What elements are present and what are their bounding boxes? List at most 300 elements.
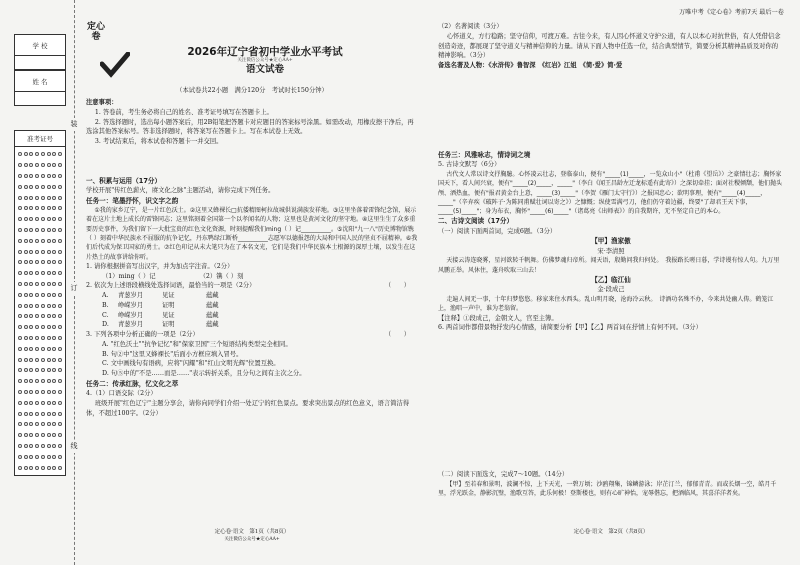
poem2-author: 金·段成己	[597, 286, 625, 294]
exam-number-bubble[interactable]	[58, 304, 62, 308]
exam-number-bubble[interactable]	[18, 314, 22, 318]
exam-number-bubble[interactable]	[41, 282, 45, 286]
exam-number-bubble[interactable]	[47, 206, 51, 210]
note-item: 2. 答选择题时，选出每小题答案后，用2B铅笔把答题卡对应题目的答案标号涂黑。如需改动，用橡皮擦干净后，再选涂其他答案标号。答非选择题时，将答案写在答题卡上。写在本试卷上无效。	[86, 118, 414, 136]
exam-number-bubble[interactable]	[47, 347, 51, 351]
exam-number-bubble[interactable]	[18, 390, 22, 394]
exam-number-bubble[interactable]	[18, 412, 22, 416]
exam-number-bubble[interactable]	[58, 390, 62, 394]
exam-number-bubble[interactable]	[52, 282, 56, 286]
exam-number-bubble[interactable]	[35, 152, 39, 156]
exam-number-bubble[interactable]	[35, 174, 39, 178]
exam-number-bubble[interactable]	[18, 422, 22, 426]
q3-option-d[interactable]: D. 句⑤中的"不是……而是……"表示转折关系，且分句之间有主次之分。	[102, 370, 306, 378]
exam-number-bubble[interactable]	[35, 217, 39, 221]
exam-number-bubble[interactable]	[24, 217, 28, 221]
exam-number-bubble[interactable]	[29, 304, 33, 308]
exam-number-bubble[interactable]	[47, 217, 51, 221]
footer-left-text: 定心卷·语文 第1页（共8页）	[214, 529, 290, 535]
exam-number-bubble[interactable]	[24, 325, 28, 329]
exam-number-bubble[interactable]	[35, 260, 39, 264]
part2-heading: 二、古诗文阅读（17分）	[438, 217, 514, 226]
exam-number-bubble[interactable]	[52, 206, 56, 210]
exam-number-bubble[interactable]	[52, 325, 56, 329]
exam-number-bubble[interactable]	[58, 206, 62, 210]
q4-text: 班级开展"红色辽宁"主题分享会，请你向同学们介绍一处辽宁的红色景点。要求突出景点的红色意义，语言简洁得体，不超过100字。（2分）	[86, 399, 410, 417]
exam-number-bubble[interactable]	[29, 401, 33, 405]
exam-number-bubble[interactable]	[52, 358, 56, 362]
exam-number-bubble[interactable]	[29, 433, 33, 437]
exam-number-bubble[interactable]	[24, 260, 28, 264]
exam-number-bubble[interactable]	[47, 379, 51, 383]
exam-number-bubble[interactable]	[29, 152, 33, 156]
exam-number-bubble[interactable]	[24, 271, 28, 275]
exam-number-bubble[interactable]	[41, 455, 45, 459]
exam-number-bubble[interactable]	[41, 239, 45, 243]
exam-number-bubble[interactable]	[47, 422, 51, 426]
exam-number-bubble[interactable]	[41, 152, 45, 156]
exam-number-bubble[interactable]	[18, 196, 22, 200]
exam-number-bubble[interactable]	[47, 185, 51, 189]
exam-number-bubble[interactable]	[18, 304, 22, 308]
exam-number-bubble[interactable]	[47, 304, 51, 308]
exam-number-bubble[interactable]	[58, 412, 62, 416]
exam-number-bubble[interactable]	[52, 304, 56, 308]
exam-number-bubble[interactable]	[58, 282, 62, 286]
exam-number-bubble[interactable]	[29, 390, 33, 394]
exam-number-bubble[interactable]	[29, 444, 33, 448]
exam-number-bubble[interactable]	[18, 260, 22, 264]
note-item: 3. 考试结束后，将本试卷和答题卡一并交回。	[94, 138, 223, 145]
exam-number-bubble[interactable]	[52, 379, 56, 383]
exam-number-bubble[interactable]	[41, 293, 45, 297]
exam-number-bubble[interactable]	[41, 217, 45, 221]
exam-number-bubble[interactable]	[24, 401, 28, 405]
exam-number-bubble[interactable]	[35, 433, 39, 437]
exam-number-bubble[interactable]	[18, 163, 22, 167]
exam-number-bubble[interactable]	[52, 336, 56, 340]
poem1-author: 宋·李清照	[597, 247, 625, 255]
exam-number-bubble[interactable]	[41, 401, 45, 405]
exam-number-bubble[interactable]	[29, 250, 33, 254]
exam-number-bubble[interactable]	[52, 390, 56, 394]
exam-number-bubble[interactable]	[29, 217, 33, 221]
exam-number-bubble[interactable]	[41, 466, 45, 470]
exam-number-bubble[interactable]	[41, 250, 45, 254]
exam-number-bubble[interactable]	[18, 325, 22, 329]
exam-number-bubble[interactable]	[35, 271, 39, 275]
q4-2-people: 备选名著及人物：《水浒传》鲁智深 《红岩》江姐 《简·爱》简·爱	[438, 62, 623, 69]
exam-number-bubble[interactable]	[47, 228, 51, 232]
exam-number-bubble[interactable]	[58, 336, 62, 340]
exam-number-bubble[interactable]	[47, 401, 51, 405]
exam-number-bubble[interactable]	[29, 379, 33, 383]
exam-number-bubble[interactable]	[35, 455, 39, 459]
exam-number-bubble[interactable]	[41, 271, 45, 275]
school-field[interactable]	[15, 55, 65, 69]
exam-number-bubble[interactable]	[41, 390, 45, 394]
exam-number-bubble[interactable]	[35, 336, 39, 340]
exam-number-bubble[interactable]	[18, 293, 22, 297]
exam-number-bubble[interactable]	[47, 174, 51, 178]
notes-heading: 注意事项：	[86, 99, 118, 106]
exam-number-bubble[interactable]	[52, 412, 56, 416]
exam-number-bubble[interactable]	[24, 444, 28, 448]
exam-number-bubble[interactable]	[29, 325, 33, 329]
exam-number-bubble[interactable]	[35, 444, 39, 448]
exam-number-bubble[interactable]	[41, 433, 45, 437]
exam-number-bubble[interactable]	[58, 358, 62, 362]
exam-number-bubble[interactable]	[18, 401, 22, 405]
exam-number-bubble[interactable]	[52, 152, 56, 156]
footer-left	[86, 528, 418, 543]
exam-number-bubbles[interactable]	[14, 146, 66, 476]
exam-number-bubble[interactable]	[41, 347, 45, 351]
part2-a-heading: （一）阅读下面两首词，完成6题。（3分）	[438, 227, 557, 235]
q1-option[interactable]: （2）镌（ ）刻	[199, 272, 244, 280]
exam-number-bubble[interactable]	[35, 412, 39, 416]
exam-number-bubble[interactable]	[47, 390, 51, 394]
q4-2-text: 心怀道义，方行稳路；坚守信仰，可渡万难。古往今来，有人因心怀道义守护公道，有人以本心对抗世俗，有人凭借信念创造奇迹，都展现了坚守道义与精神信仰的力量。请从下面人物中任选一位，结合典型情节，简要分析其精神品质及对你的精神影响。（3分）	[438, 32, 781, 60]
exam-number-bubble[interactable]	[58, 239, 62, 243]
exam-number-bubble[interactable]	[35, 250, 39, 254]
exam-number-bubble[interactable]	[29, 293, 33, 297]
exam-number-bubble[interactable]	[58, 444, 62, 448]
q2-option-b[interactable]: B. 峥嵘岁月 证明 蕴藏	[102, 301, 219, 309]
exam-number-bubble[interactable]	[47, 325, 51, 329]
exam-number-bubble[interactable]	[35, 206, 39, 210]
exam-number-bubble[interactable]	[47, 293, 51, 297]
exam-number-bubble[interactable]	[18, 228, 22, 232]
q4-2-heading: （2）名著阅读（3分）	[438, 23, 503, 30]
exam-number-bubble[interactable]	[47, 196, 51, 200]
exam-number-bubble[interactable]	[24, 433, 28, 437]
exam-number-bubble[interactable]	[29, 347, 33, 351]
footer-left-small: 关注微信公众号★定心AA+	[224, 536, 280, 542]
exam-number-bubble[interactable]	[52, 455, 56, 459]
exam-number-bubble[interactable]	[35, 314, 39, 318]
exam-number-bubble[interactable]	[35, 390, 39, 394]
exam-number-bubble[interactable]	[24, 358, 28, 362]
exam-info: （本试卷共22小题 满分120分 考试时长150分钟）	[176, 87, 328, 94]
exam-number-bubble[interactable]	[52, 185, 56, 189]
exam-number-bubble[interactable]	[24, 239, 28, 243]
exam-number-bubble[interactable]	[29, 206, 33, 210]
exam-number-bubble[interactable]	[24, 390, 28, 394]
exam-number-bubble[interactable]	[47, 163, 51, 167]
exam-number-bubble[interactable]	[35, 401, 39, 405]
exam-number-bubble[interactable]	[47, 271, 51, 275]
exam-number-bubble[interactable]	[58, 260, 62, 264]
exam-number-bubble[interactable]	[18, 217, 22, 221]
exam-number-bubble[interactable]	[35, 239, 39, 243]
exam-number-bubble[interactable]	[41, 260, 45, 264]
exam-number-bubble[interactable]	[24, 163, 28, 167]
exam-number-bubble[interactable]	[29, 282, 33, 286]
exam-number-bubble[interactable]	[35, 196, 39, 200]
exam-number-bubble[interactable]	[18, 358, 22, 362]
exam-number-bubble[interactable]	[18, 379, 22, 383]
exam-number-bubble[interactable]	[35, 185, 39, 189]
binding-mark-ding: 订	[68, 282, 80, 295]
part2-b-section	[438, 470, 784, 498]
exam-number-bubble[interactable]	[41, 206, 45, 210]
exam-number-bubble[interactable]	[47, 314, 51, 318]
exam-number-bubble[interactable]	[29, 239, 33, 243]
exam-number-bubble[interactable]	[24, 304, 28, 308]
exam-number-bubble[interactable]	[29, 336, 33, 340]
q2-option-c[interactable]: C. 峥嵘岁月 见证 蕴藏	[102, 311, 219, 319]
task2-heading: 任务二：传承红脉，忆文化之萃	[86, 379, 179, 388]
exam-number-bubble[interactable]	[47, 336, 51, 340]
exam-number-bubble[interactable]	[18, 174, 22, 178]
exam-number-bubble[interactable]	[18, 271, 22, 275]
exam-number-bubble[interactable]	[58, 163, 62, 167]
exam-number-bubble[interactable]	[58, 433, 62, 437]
exam-number-bubble[interactable]	[24, 455, 28, 459]
exam-number-bubble[interactable]	[24, 379, 28, 383]
exam-number-bubble[interactable]	[41, 336, 45, 340]
task3-section	[438, 150, 784, 333]
exam-number-bubble[interactable]	[58, 293, 62, 297]
exam-number-bubble[interactable]	[58, 325, 62, 329]
exam-number-bubble[interactable]	[52, 163, 56, 167]
q2-option-a[interactable]: A. 青葱岁月 见证 蕴藏	[102, 292, 219, 300]
exam-number-bubble[interactable]	[18, 368, 22, 372]
exam-number-bubble[interactable]	[58, 174, 62, 178]
exam-number-bubble[interactable]	[41, 325, 45, 329]
name-field[interactable]	[15, 91, 65, 105]
exam-number-bubble[interactable]	[41, 163, 45, 167]
exam-number-bubble[interactable]	[52, 239, 56, 243]
exam-number-label: 准考证号	[14, 130, 66, 146]
exam-number-bubble[interactable]	[35, 304, 39, 308]
school-label: 学 校	[32, 42, 48, 50]
exam-number-bubble[interactable]	[24, 152, 28, 156]
exam-number-bubble[interactable]	[35, 228, 39, 232]
exam-number-bubble[interactable]	[41, 228, 45, 232]
exam-number-bubble[interactable]	[58, 379, 62, 383]
exam-number-bubble[interactable]	[52, 422, 56, 426]
exam-number-bubble[interactable]	[18, 152, 22, 156]
part1-intro: 学校开展"传红色薪火，赓文化之脉"主题活动，请你完成下列任务。	[86, 187, 275, 195]
exam-number-bubble[interactable]	[47, 368, 51, 372]
exam-number-bubble[interactable]	[18, 466, 22, 470]
exam-number-bubble[interactable]	[18, 336, 22, 340]
exam-number-bubble[interactable]	[58, 152, 62, 156]
exam-number-bubble[interactable]	[35, 293, 39, 297]
name-label: 姓 名	[32, 78, 48, 86]
exam-number-bubble[interactable]	[52, 250, 56, 254]
binding-mark-zhuang: 装	[68, 118, 80, 131]
exam-number-bubble[interactable]	[24, 196, 28, 200]
task1-heading: 任务一：笔墨抒怀，识文字之韵	[86, 196, 179, 205]
exam-title: 2026年辽宁省初中学业水平考试	[187, 46, 343, 58]
exam-number-bubble[interactable]	[58, 217, 62, 221]
binding-mark-xian: 线	[68, 440, 80, 453]
exam-number-bubble[interactable]	[52, 401, 56, 405]
poem2-text: 走遍人间无一事，十年归梦悠悠。移家来住水西头。乱山明月晓，沧海冷云秋。 诗酒功名殊不办，今来共处幽人俦。鹤笼江上，渔唱一声中，谁为老翁留。	[438, 295, 774, 313]
exam-number-bubble[interactable]	[18, 444, 22, 448]
exam-number-bubble[interactable]	[24, 336, 28, 340]
school-box	[14, 34, 66, 70]
exam-number-bubble[interactable]	[35, 422, 39, 426]
exam-number-bubble[interactable]	[58, 228, 62, 232]
exam-number-bubble[interactable]	[47, 239, 51, 243]
exam-number-bubble[interactable]	[24, 206, 28, 210]
exam-number-bubble[interactable]	[29, 185, 33, 189]
passage3-text: 【甲】至若春和景明，波澜不惊，上下天光，一碧万顷；沙鸥翔集，锦鳞游泳；岸芷汀兰，郁郁青青。而或长烟一空，皓月千里，浮光跃金，静影沉璧，渔歌互答，此乐何极！登斯楼也，则有心旷神怡，宠辱偕忘，把酒临风，其喜洋洋者矣。	[438, 480, 777, 498]
exam-number-bubble[interactable]	[24, 174, 28, 178]
exam-number-bubble[interactable]	[58, 185, 62, 189]
exam-number-bubble[interactable]	[47, 433, 51, 437]
exam-number-bubble[interactable]	[41, 368, 45, 372]
q2-option-d[interactable]: D. 青葱岁月 证明 蕴藏	[102, 321, 219, 329]
exam-number-bubble[interactable]	[47, 358, 51, 362]
exam-number-bubble[interactable]	[18, 239, 22, 243]
exam-number-bubble[interactable]	[35, 347, 39, 351]
exam-number-bubble[interactable]	[52, 228, 56, 232]
exam-number-bubble[interactable]	[35, 368, 39, 372]
exam-number-bubble[interactable]	[52, 368, 56, 372]
exam-number-bubble[interactable]	[52, 271, 56, 275]
exam-number-bubble[interactable]	[35, 379, 39, 383]
exam-number-bubble[interactable]	[41, 174, 45, 178]
exam-number-bubble[interactable]	[24, 368, 28, 372]
exam-number-bubble[interactable]	[24, 250, 28, 254]
exam-number-bubble[interactable]	[24, 314, 28, 318]
exam-number-bubble[interactable]	[58, 422, 62, 426]
exam-number-bubble[interactable]	[18, 433, 22, 437]
exam-number-bubble[interactable]	[29, 196, 33, 200]
exam-number-bubble[interactable]	[52, 260, 56, 264]
exam-number-bubble[interactable]	[29, 368, 33, 372]
exam-number-bubble[interactable]	[47, 412, 51, 416]
exam-number-bubble[interactable]	[29, 455, 33, 459]
exam-number-bubble[interactable]	[29, 358, 33, 362]
q3-option-a[interactable]: A. "红色沃土""抗争记忆"和"保家卫国"三个短语结构类型完全相同。	[102, 340, 292, 348]
exam-number-bubble[interactable]	[41, 185, 45, 189]
exam-number-bubble[interactable]	[24, 422, 28, 426]
exam-subject: 语文试卷	[245, 64, 284, 75]
exam-number-bubble[interactable]	[47, 466, 51, 470]
exam-number-bubble[interactable]	[52, 466, 56, 470]
exam-number-bubble[interactable]	[41, 422, 45, 426]
exam-number-bubble[interactable]	[52, 174, 56, 178]
exam-number-bubble[interactable]	[24, 228, 28, 232]
exam-number-bubble[interactable]	[29, 412, 33, 416]
exam-number-bubble[interactable]	[35, 163, 39, 167]
exam-number-bubble[interactable]	[29, 466, 33, 470]
exam-number-bubble[interactable]	[24, 185, 28, 189]
footer-right	[438, 528, 784, 537]
exam-number-bubble[interactable]	[58, 196, 62, 200]
part1-section	[86, 176, 418, 418]
exam-number-bubble[interactable]	[47, 152, 51, 156]
exam-number-bubble[interactable]	[41, 412, 45, 416]
exam-number-bubble[interactable]	[58, 347, 62, 351]
exam-number-bubble[interactable]	[41, 379, 45, 383]
exam-number-bubble[interactable]	[41, 358, 45, 362]
exam-number-bubble[interactable]	[41, 314, 45, 318]
exam-number-bubble[interactable]	[18, 206, 22, 210]
exam-number-bubble[interactable]	[58, 466, 62, 470]
question-6: 6. 两首词作都借景物抒发内心情感，请简要分析【甲】【乙】两首词在抒情上有何不同。（3分）	[438, 324, 702, 332]
exam-number-bubble[interactable]	[47, 444, 51, 448]
exam-number-bubble[interactable]	[35, 282, 39, 286]
notes-section	[86, 98, 418, 147]
exam-number-bubble[interactable]	[47, 250, 51, 254]
exam-number-bubble[interactable]	[18, 455, 22, 459]
exam-number-bubble[interactable]	[29, 260, 33, 264]
exam-number-bubble[interactable]	[52, 347, 56, 351]
q1-option[interactable]: （1）ming（ ）记	[102, 272, 156, 280]
exam-number-bubble[interactable]	[35, 466, 39, 470]
exam-number-bubble[interactable]	[41, 304, 45, 308]
exam-number-bubble[interactable]	[29, 228, 33, 232]
exam-number-bubble[interactable]	[52, 433, 56, 437]
exam-number-bubble[interactable]	[58, 314, 62, 318]
exam-number-bubble[interactable]	[29, 314, 33, 318]
exam-number-bubble[interactable]	[18, 282, 22, 286]
q5-text: 古代文人常以诗文抒胸臆。心怀凌云壮志，登临泰山，便有"_____(1)_____，一览众山小"（杜甫《望岳》）之豪情壮志；胸怀家国天下，看人间兴衰，便有"_____(2)_____，_____"（李白《闻王昌龄左迁龙标遥有此寄》）之深切牵挂；面对社稷倾颓，他们抛头颅、洒热血，便有"报君黄金台上意，_____(3)_____"（李贺《雁门太守行》）之报国忠心；欲明事理，便有"_____(4)_____，_____"（辛弃疾《破阵子·为陈同甫赋壮词以寄之》）之慷慨；纵使雪满弓刀，他们仍守着边疆，终要"了却君王天下事，_____(5)_____"；身为布衣，胸怀"_____(6)_____"（诸葛亮《出师表》）的自我期许，无不坚定自己的本心。	[438, 170, 783, 216]
exam-number-bubble[interactable]	[47, 455, 51, 459]
exam-number-bubble[interactable]	[35, 358, 39, 362]
exam-number-bubble[interactable]	[52, 293, 56, 297]
check-icon	[100, 52, 130, 78]
exam-number-bubble[interactable]	[52, 444, 56, 448]
exam-number-bubble[interactable]	[18, 250, 22, 254]
exam-number-bubble[interactable]	[58, 250, 62, 254]
question-5: 5. 古诗文默写（6分）	[438, 161, 501, 169]
exam-number-bubble[interactable]	[24, 347, 28, 351]
exam-number-bubble[interactable]	[58, 401, 62, 405]
exam-number-bubble[interactable]	[24, 282, 28, 286]
exam-number-bubble[interactable]	[24, 412, 28, 416]
exam-number-bubble[interactable]	[47, 260, 51, 264]
exam-number-bubble[interactable]	[41, 196, 45, 200]
exam-number-bubble[interactable]	[18, 185, 22, 189]
exam-number-bubble[interactable]	[58, 271, 62, 275]
exam-number-bubble[interactable]	[35, 325, 39, 329]
q3-option-c[interactable]: C. 文中画线句有语病，应将"闪耀"和"红山文明光辉"位置互换。	[102, 360, 280, 368]
exam-number-bubble[interactable]	[18, 347, 22, 351]
q3-option-b[interactable]: B. 句②中"这里又蜂裸长"后面小方框应填入冒号。	[102, 350, 243, 358]
logo-text: 定心卷	[86, 22, 105, 43]
exam-number-bubble[interactable]	[58, 368, 62, 372]
exam-number-bubble[interactable]	[29, 271, 33, 275]
header-right: 万唯中考《定心卷》考前7天 最后一卷	[679, 9, 784, 16]
exam-number-bubble[interactable]	[52, 196, 56, 200]
dingxin-logo	[86, 22, 134, 82]
exam-number-bubble[interactable]	[52, 217, 56, 221]
exam-number-bubble[interactable]	[41, 444, 45, 448]
exam-number-bubble[interactable]	[47, 282, 51, 286]
name-box	[14, 70, 66, 106]
exam-number-bubble[interactable]	[29, 422, 33, 426]
q4-2-section	[438, 22, 784, 71]
exam-number-bubble[interactable]	[58, 455, 62, 459]
poem-note: 【注释】①段成己，金朝文人，官至主簿。	[438, 314, 558, 322]
task3-heading: 任务三：风雅咏志，情诗词之境	[438, 151, 531, 159]
poem1-text: 天接云涛连晓雾，星河欲转千帆舞。仿佛梦魂归帝所。闻天语，殷勤问我归何处。 我报路长嗟日暮，学诗谩有惊人句。九万里风鹏正举。风休住，蓬舟吹取三山去！	[438, 257, 780, 274]
exam-number-bubble[interactable]	[52, 314, 56, 318]
exam-number-bubble[interactable]	[24, 466, 28, 470]
exam-number-bubble[interactable]	[29, 174, 33, 178]
binding-strip	[0, 0, 78, 565]
exam-number-bubble[interactable]	[29, 163, 33, 167]
exam-number-bubble[interactable]	[24, 293, 28, 297]
